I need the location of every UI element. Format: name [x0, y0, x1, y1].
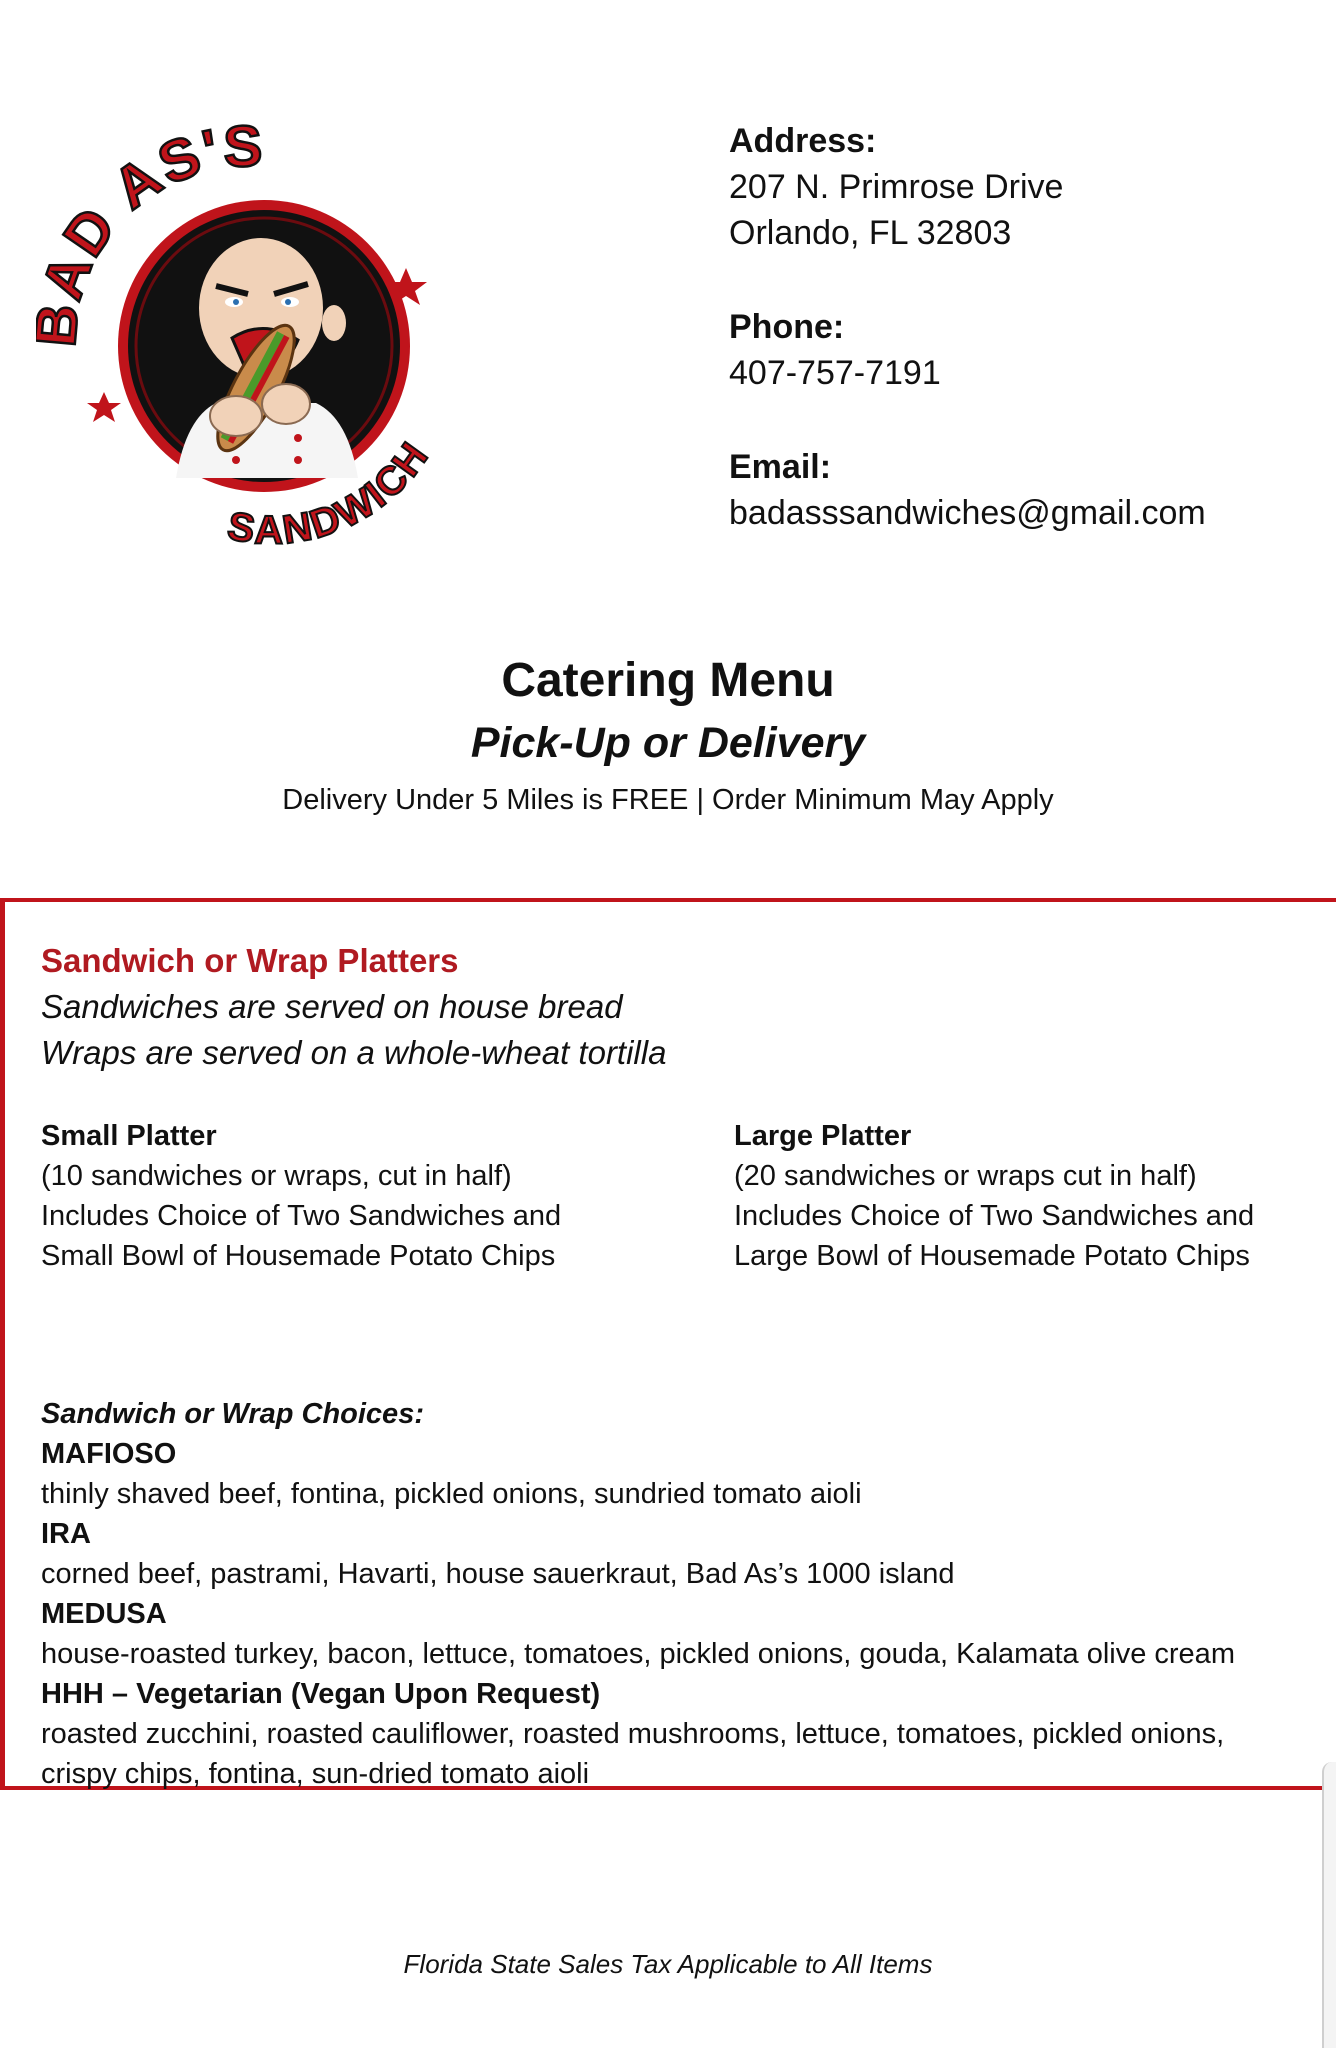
choice-name: MAFIOSO: [41, 1438, 177, 1470]
contact-info: [729, 118, 1289, 584]
address-line-1: 207 N. Primrose Drive: [729, 168, 1064, 206]
platter-line: Large Bowl of Housemade Potato Chips: [734, 1240, 1250, 1272]
choices-title: Sandwich or Wrap Choices:: [41, 1398, 424, 1430]
large-platter: [734, 1116, 1314, 1276]
chef-eating-sandwich-logo-icon: [36, 118, 476, 558]
logo-text-bottom: SANDWICH: [224, 433, 438, 553]
email-label: Email:: [729, 448, 832, 486]
delivery-note: Delivery Under 5 Miles is FREE | Order Minimum May Apply: [282, 784, 1054, 816]
email-block: [729, 444, 1289, 536]
platter-line: Includes Choice of Two Sandwiches and: [734, 1200, 1255, 1232]
section-subtitle-2: Wraps are served on a whole-wheat tortilla: [41, 1034, 667, 1071]
sandwich-choices: [41, 1394, 1321, 1794]
platter-name: Large Platter: [734, 1120, 912, 1152]
logo-text-top: AD AS'S: [36, 118, 267, 308]
address-line-2: Orlando, FL 32803: [729, 214, 1012, 252]
phone-block: [729, 304, 1289, 396]
section-subtitle-1: Sandwiches are served on house bread: [41, 988, 623, 1025]
page-title: Catering Menu: [501, 654, 835, 707]
platter-line: Includes Choice of Two Sandwiches and: [41, 1200, 562, 1232]
choice-description-continued: crispy chips, fontina, sun-dried tomato aioli: [41, 1758, 590, 1790]
scrollbar-edge[interactable]: [1322, 1762, 1336, 2048]
bad-ass-sandwich-logo: [36, 118, 476, 558]
phone-label: Phone:: [729, 308, 845, 346]
phone-number[interactable]: 407-757-7191: [729, 354, 941, 392]
choice-description: house-roasted turkey, bacon, lettuce, tomatoes, pickled onions, gouda, Kalamata olive cream: [41, 1638, 1235, 1670]
page-subtitle: Pick-Up or Delivery: [470, 719, 866, 767]
address-block: [729, 118, 1289, 256]
sales-tax-note: Florida State Sales Tax Applicable to All Items: [403, 1949, 933, 1979]
platter-options: [41, 1116, 1321, 1294]
platter-line: (20 sandwiches or wraps cut in half): [734, 1160, 1197, 1192]
email-address[interactable]: badasssandwiches@gmail.com: [729, 494, 1206, 532]
choice-name: MEDUSA: [41, 1598, 167, 1630]
small-platter: [41, 1116, 681, 1276]
platter-line: Small Bowl of Housemade Potato Chips: [41, 1240, 556, 1272]
platter-name: Small Platter: [41, 1120, 217, 1152]
choice-name: HHH – Vegetarian (Vegan Upon Request): [41, 1678, 601, 1710]
menu-heading: [0, 650, 1336, 822]
choice-description: thinly shaved beef, fontina, pickled onions, sundried tomato aioli: [41, 1478, 862, 1510]
platters-content: [41, 938, 1321, 1794]
platters-section: [0, 898, 1336, 1790]
platter-line: (10 sandwiches or wraps, cut in half): [41, 1160, 512, 1192]
choice-description: corned beef, pastrami, Havarti, house sauerkraut, Bad As’s 1000 island: [41, 1558, 955, 1590]
address-label: Address:: [729, 122, 877, 160]
section-title: Sandwich or Wrap Platters: [41, 942, 459, 979]
choice-description: roasted zucchini, roasted cauliflower, roasted mushrooms, lettuce, tomatoes, pickled onions,: [41, 1718, 1225, 1750]
choice-name: IRA: [41, 1518, 91, 1550]
